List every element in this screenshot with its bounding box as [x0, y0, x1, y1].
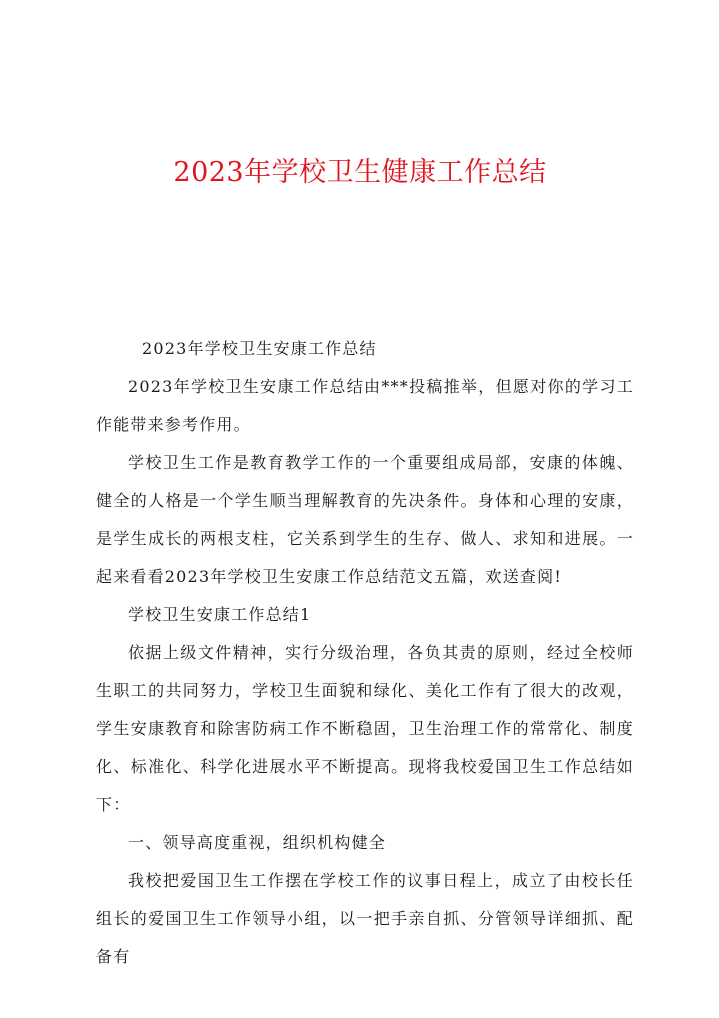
overview-paragraph: 学校卫生工作是教育教学工作的一个重要组成局部，安康的体魄、健全的人格是一个学生顺当理解教育的先决条件。身体和心理的安康，是学生成长的两根支柱，它关系到学生的生存、做人、求知和进展。一起来看看2023年学校卫生安康工作总结范文五篇，欢送查阅!: [96, 453, 634, 586]
subtitle-paragraph: 2023年学校卫生安康工作总结: [142, 339, 377, 358]
document-title: 2023年学校卫生健康工作总结: [173, 157, 547, 188]
subsection-1-paragraph: 我校把爱国卫生工作摆在学校工作的议事日程上，成立了由校长任组长的爱国卫生工作领导小组，以一把手亲自抓、分管领导详细抓、配备有: [96, 871, 634, 966]
section-heading-1: 学校卫生安康工作总结1: [128, 605, 312, 624]
intro-paragraph: 2023年学校卫生安康工作总结由***投稿推举，但愿对你的学习工作能带来参考作用。: [96, 377, 634, 434]
section-1-paragraph: 依据上级文件精神，实行分级治理，各负其责的原则，经过全校师生职工的共同努力，学校卫生面貌和绿化、美化工作有了很大的改观，学生安康教育和除害防病工作不断稳固，卫生治理工作的常常化、制度化、标准化、科学化进展水平不断提高。现将我校爱国卫生工作总结如下：: [96, 643, 634, 814]
subsection-heading-1: 一、领导高度重视，组织机构健全: [128, 833, 387, 852]
document-body: [96, 330, 634, 976]
